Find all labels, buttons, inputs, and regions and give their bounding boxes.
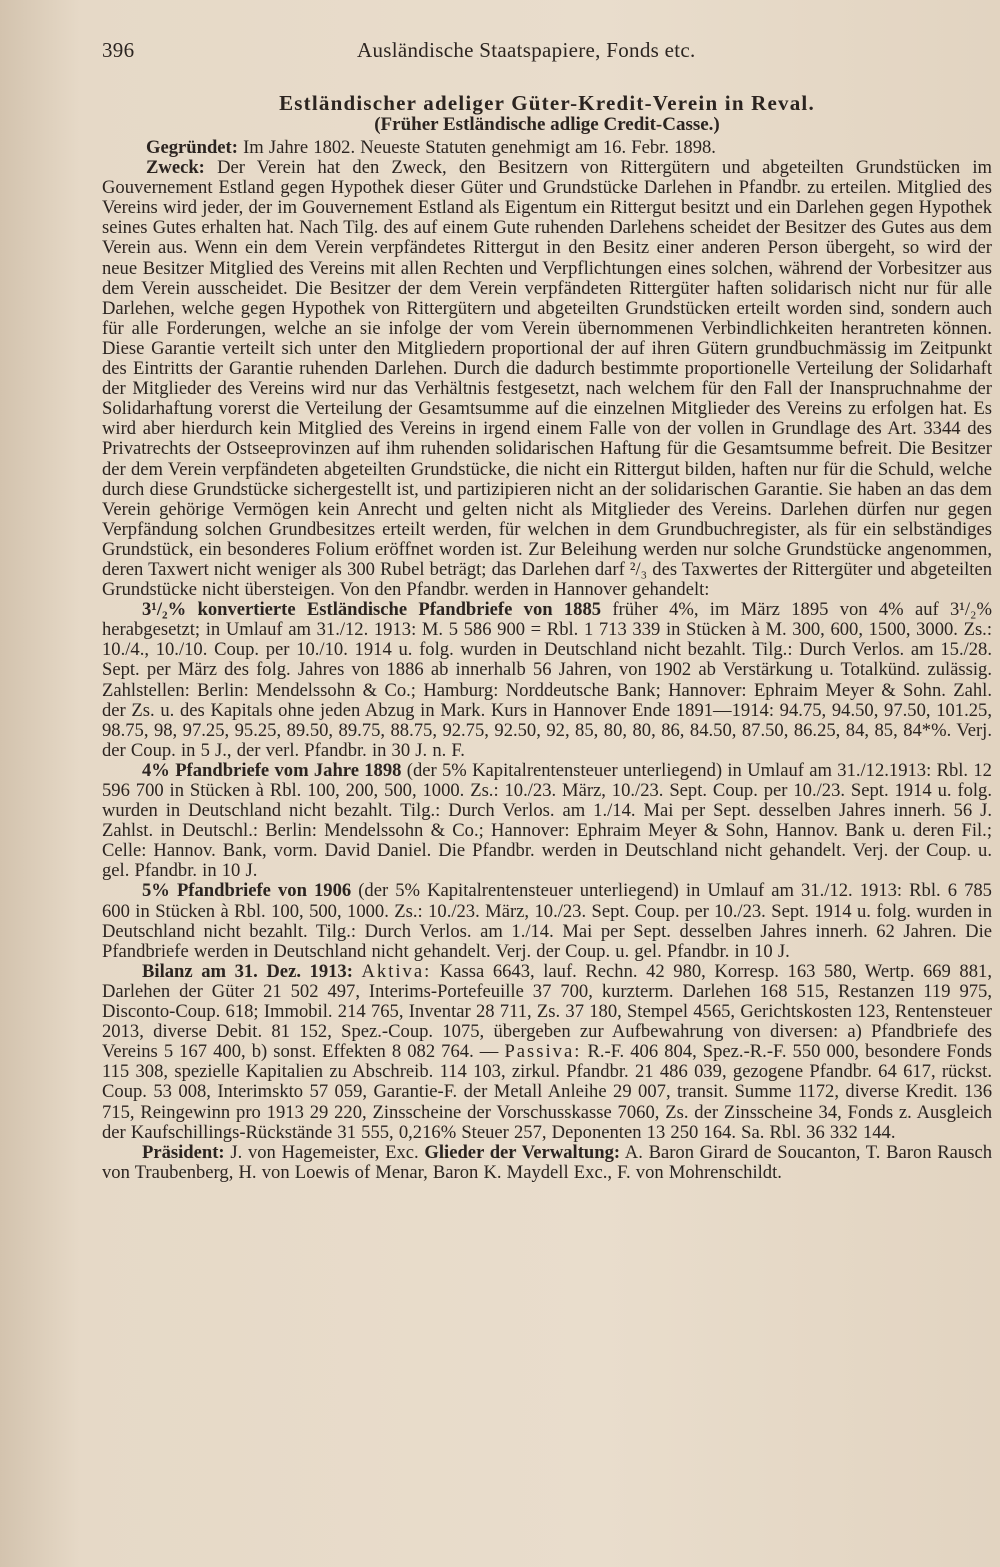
loan-1885-paragraph bbox=[102, 600, 992, 761]
board-label: Glieder der Verwaltung: bbox=[424, 1141, 621, 1163]
loan-1898-paragraph bbox=[102, 761, 992, 882]
liabilities-text: R.-F. 406 804, Spez.-R.-F. 550 000, besondere Fonds 115 308, spezielle Kapitalien zu Abschreib. 114 103, zirkul. Pfandbr. 21 486 039, gezogene Pfandbr. 64 617, rückst. Coup. 53 008, Interimskto 57 059, Garantie-F. der Metall Anleihe 29 007, transit. Summe 1172, diverse Kredit. 136 715, Reingewinn pro 1913 29 220, Zinsscheine der Vorschusskasse 7060, Zs. der Zinsscheine 34, Fonds z. Ausgleich der Kaufschillings-Rückstände 31 555, 0,216% Steuer 257, Deponenten 13 250 164. Sa. Rbl. 36 332 144. bbox=[102, 1041, 992, 1143]
loan-1906-label: 5% Pfandbriefe von 1906 bbox=[142, 880, 352, 902]
founded-paragraph bbox=[102, 138, 992, 158]
loan-1885-text: früher 4%, im März 1895 von 4% auf 3¹/₂% herabgesetzt; in Umlauf am 31./12. 1913: M. 5 586 900 = Rbl. 1 713 339 in Stücken à M. 300, 600, 1500, 3000. Zs.: 10./4., 10./10. Coup. per 10./10. 1914 u. folg. wurden in Deutschland nicht bezahlt. Tilg.: Durch Verlos. am 15./28. Sept. per März des folg. Jahres von 1886 ab innerhalb 56 Jahren, von 1902 ab Verstärkung u. Totalkünd. zulässig. Zahlstellen: Berlin: Mendelssohn & Co.; Hamburg: Norddeutsche Bank; Hannover: Ephraim Meyer & Sohn. Zahl. der Zs. u. des Kapitals ohne jeden Abzug in Mark. Kurs in Hannover Ende 1891—1914: 94.75, 94.50, 97.50, 101.25, 98.75, 98, 97.25, 95.25, 89.50, 89.75, 88.75, 92.75, 92.50, 92, 85, 80, 80, 86, 84.50, 87.50, 86.25, 84, 85, 84*%. Verj. der Coup. in 5 J., der verl. Pfandbr. in 30 J. n. F. bbox=[102, 599, 992, 761]
purpose-paragraph bbox=[102, 158, 992, 600]
loan-1906-text: (der 5% Kapitalrentensteuer unterliegend) in Umlauf am 31./12. 1913: Rbl. 6 785 600 in Stücken à Rbl. 100, 500, 1000. Zs.: 10./23. März, 10./23. Sept. Coup. per 10./23. Sept. 1914 u. folg. wurden in Deutschland nicht bezahlt. Tilg.: Durch Verlos. am 1./14. Mai per Sept. desselben Jahres innerh. 62 Jahren. Die Pfandbriefe werden in Deutschland nicht gehandelt. Verj. der Coup. u. gel. Pfandbr. in 10 J. bbox=[102, 880, 992, 962]
loan-1898-label: 4% Pfandbriefe vom Jahre 1898 bbox=[142, 759, 402, 781]
management-paragraph bbox=[102, 1143, 992, 1183]
assets-label: Aktiva: bbox=[361, 960, 432, 982]
entry-title: Estländischer adeliger Güter-Kredit-Verein in Reval. bbox=[279, 91, 815, 115]
liabilities-label: Passiva: bbox=[504, 1041, 582, 1063]
page-number: 396 bbox=[102, 38, 135, 62]
purpose-label: Zweck: bbox=[146, 157, 205, 179]
assets-text: Kassa 6643, lauf. Rechn. 42 980, Korresp. 163 580, Wertp. 669 881, Darlehen der Güter 21 502 497, Interims-Portefeuille 37 700, kurzterm. Darlehen 168 515, Restanzen 119 975, Disconto-Coup. 618; Immobil. 214 765, Inventar 28 711, Zs. 37 180, Stempel 4565, Gerichtskosten 123, Rentensteuer 2013, diverse Debit. 81 152, Spez.-Coup. 1075, übergeben zur Aufbewahrung von diversen: a) Pfandbriefe des Vereins 5 167 400, b) sonst. Effekten 8 082 764. — bbox=[102, 960, 992, 1063]
section-title: Ausländische Staatspapiere, Fonds etc. bbox=[357, 38, 696, 62]
founded-label: Gegründet: bbox=[146, 137, 238, 158]
loan-1898-text: (der 5% Kapitalrentensteuer unterliegend) in Umlauf am 31./12.1913: Rbl. 12 596 700 in Stücken à Rbl. 100, 200, 500, 1000. Zs.: 10./23. März, 10./23. Sept. Coup. per 10./23. Sept. 1914 u. folg. wurden in Deutschland nicht bezahlt. Tilg.: Durch Verlos. am 1./14. Mai per Sept. desselben Jahres innerh. 56 J. Zahlst. in Deutschl.: Berlin: Mendelssohn & Co.; Hannover: Ephraim Meyer & Sohn, Hannov. Bank u. deren Fil.; Celle: Hannov. Bank, vorm. David Daniel. Die Pfandbr. werden in Deutschland nicht gehandelt. Verj. der Coup. u. gel. Pfandbr. in 10 J. bbox=[102, 759, 992, 882]
loan-1906-paragraph bbox=[102, 881, 992, 961]
board-text: A. Baron Girard de Soucanton, T. Baron Rausch von Traubenberg, H. von Loewis of Menar, Baron K. Maydell Exc., F. von Mohrenschildt. bbox=[102, 1141, 993, 1183]
president-text: J. von Hagemeister, Exc. bbox=[230, 1141, 419, 1163]
founded-text: Im Jahre 1802. Neueste Statuten genehmigt am 16. Febr. 1898. bbox=[243, 137, 716, 158]
president-label: Präsident: bbox=[142, 1141, 225, 1163]
balance-paragraph bbox=[102, 962, 992, 1143]
balance-label: Bilanz am 31. Dez. 1913: bbox=[142, 960, 353, 982]
loan-1885-label: 3¹/₂% konvertierte Estländische Pfandbriefe von 1885 bbox=[142, 599, 602, 621]
entry-subtitle: (Früher Estländische adlige Credit-Casse.) bbox=[374, 114, 720, 135]
running-head bbox=[102, 38, 992, 72]
purpose-text: Der Verein hat den Zweck, den Besitzern von Rittergütern und abgeteilten Grundstücken im Gouvernement Estland gegen Hypothek dieser Güter und Grundstücke Darlehen in Pfandbr. zu erteilen. Mitglied des Vereins wird jeder, der im Gouvernement Estland als Eigentum ein Rittergut besitzt und ein Darlehen gegen Hypothek seines Gutes erhalten hat. Nach Tilg. des auf einem Gute ruhenden Darlehens scheidet der Besitzer des Gutes aus dem Verein aus. Wenn ein dem Verein verpfändetes Rittergut in den Besitz einer anderen Person übergeht, so wird der neue Besitzer Mitglied des Vereins mit allen Rechten und Verpflichtungen eines solchen, während der Vorbesitzer aus dem Verein ausscheidet. Die Besitzer der dem Verein verpfändeten Rittergüter haften solidarisch nicht nur für alle Darlehen, welche gegen Hypothek von Rittergütern und abgeteilten Grundstücken erteilt worden sind, sondern auch für alle Forderungen, welche an sie infolge der vom Verein übernommenen Verbindlichkeiten herantreten können. Diese Garantie verteilt sich unter den Mitgliedern proportional der auf ihren Gütern grundbuchmässig im Zeitpunkt des Eintritts der Garantie ruhenden Darlehen. Durch die dadurch bestimmte proportionelle Verteilung der Solidarhaft der Mitglieder des Vereins wird nur das Verhältnis festgesetzt, nach welchem für den Fall der Inanspruchnahme der Solidarhaftung vorerst die Verteilung der Gesamtsumme auf die einzelnen Mitglieder des Vereins zu erfolgen hat. Es wird aber hierdurch kein Mitglied des Vereins in irgend einem Falle von der vollen in Grundlage des Art. 3344 des Privatrechts der Ostseeprovinzen auf ihm ruhenden solidarischen Haftung für die Gesamtsumme befreit. Die Besitzer der dem Verein verpfändeten abgeteilten Grundstücke, die nicht ein Rittergut bilden, haften nur für die Schuld, welche durch diese Grundstücke sichergestellt ist, und partizipieren nicht an der solidarischen Garantie. Sie haben an das dem Verein gehörige Vermögen kein Anrecht und gelten nicht als Mitglieder des Vereins. Darlehen dürfen nur gegen Verpfändung solchen Grundbesitzes erteilt werden, für welchen in dem Grundbuchregister, als für ein selbständiges Grundstück, ein besonderes Folium eröffnet worden ist. Zur Beleihung werden nur solche Grundstücke angenommen, deren Taxwert nicht weniger als 300 Rubel beträgt; das Darlehen darf ²/₃ des Taxwertes der Rittergüter und abgeteilten Grundstücke nicht übersteigen. Von den Pfandbr. werden in Hannover gehandelt: bbox=[102, 157, 993, 601]
